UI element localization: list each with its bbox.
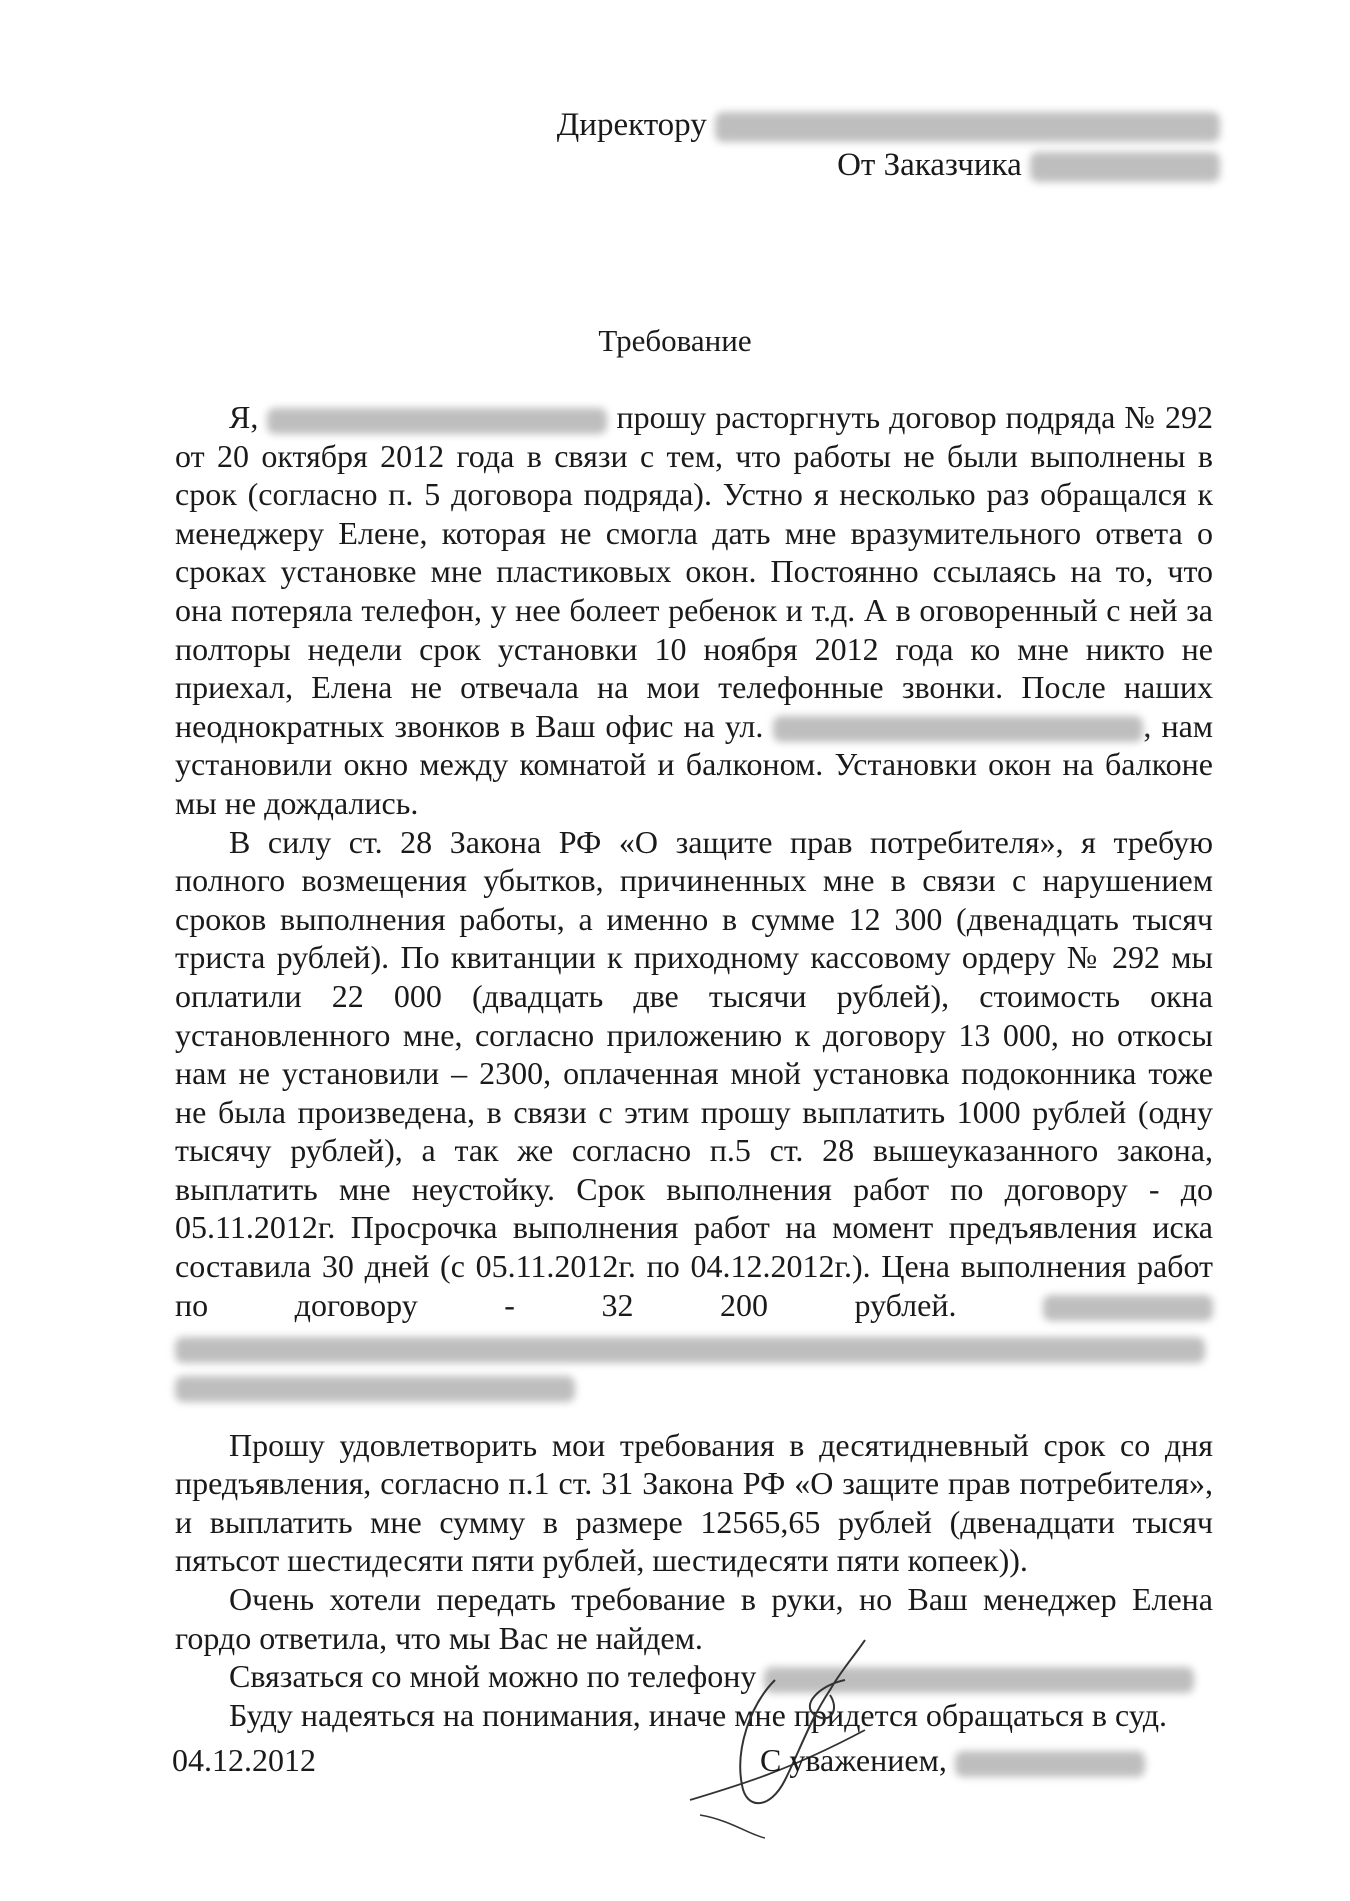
sender-line (837, 145, 1220, 185)
paragraph-4: Очень хотели передать требование в руки, но Ваш менеджер Елена гордо ответила, что мы Вас не найдем. (175, 1580, 1213, 1656)
paragraph-5-text: Связаться со мной можно по телефону (229, 1658, 757, 1695)
paragraph-2 (175, 823, 1213, 1402)
redacted-addressee (715, 112, 1220, 142)
paragraph-1-main: прошу расторгнуть договор подряда № 292 от 20 октября 2012 года в связи с тем, что работы не были выполнены в срок (согласно п. 5 договора подряда). Устно я несколько раз обращался к менеджеру Елене, которая не смогла дать мне вразумительного ответа о сроках установке мне пластиковых окон. Постоянно ссылаясь на то, что она потеряла телефон, у нее болеет ребенок и т.д. А в оговоренный с ней за полторы недели срок установки 10 ноября 2012 года ко мне никто не приехал, Елена не отвечала на мои телефонные звонки. После наших неоднократных звонков в Ваш офис на ул. (175, 399, 1213, 744)
document-body (175, 398, 1213, 1734)
redacted-customer-name (267, 408, 607, 434)
redacted-penalty-calculation (1043, 1295, 1213, 1321)
addressee-label: Директору (556, 107, 707, 143)
paragraph-1-start: Я, (229, 399, 259, 435)
paragraph-6: Буду надеяться на понимания, иначе мне придется обращаться в суд. (229, 1696, 1168, 1733)
paragraph-1-end: , нам установили окно между комнатой и балконом. Установки окон на балконе мы не дождались. (175, 707, 1214, 821)
paragraph-2-text: В силу ст. 28 Закона РФ «О защите прав потребителя», я требую полного возмещения убытков, причиненных мне в связи с нарушением сроков выполнения работы, а именно в сумме 12 300 (двенадцать тысяч триста рублей). По квитанции к приходному кассовому ордеру № 292 мы оплатили 22 000 (двадцать две тысячи рублей), стоимость окна установленного мне, согласно приложению к договору 13 000, но откосы нам не установили – 2300, оплаченная мной установка подоконника тоже не была произведена, в связи с этим прошу выплатить 1000 рублей (одну тысячу рублей), а так же согласно п.5 ст. 28 вышеуказанного закона, выплатить мне неустойку. Срок выполнения работ по договору - до 05.11.2012г. Просрочка выполнения работ на момент предъявления иска составила 30 дней (с 05.11.2012г. по 04.12.2012г.). Цена выполнения работ по договору - 32 200 рублей. (175, 823, 1213, 1323)
closing-line (760, 1742, 1145, 1779)
redacted-office-address (773, 716, 1143, 742)
redacted-signer-name (955, 1751, 1145, 1777)
redacted-penalty-calculation-2 (175, 1337, 1205, 1363)
addressee-line (557, 105, 1220, 145)
redacted-sender (1030, 152, 1220, 182)
signature-scribble (680, 1610, 880, 1840)
document-date: 04.12.2012 (172, 1742, 316, 1778)
redacted-penalty-calculation-3 (175, 1376, 575, 1402)
sender-label: От Заказчика (837, 147, 1022, 183)
paragraph-1 (175, 398, 1213, 823)
paragraph-3: Прошу удовлетворить мои требования в десятидневный срок со дня предъявления, согласно п.1 ст. 31 Закона РФ «О защите прав потребителя», и выплатить мне сумму в размере 12565,65 рублей (двенадцати тысяч пятьсот шестидесяти пяти рублей, шестидесяти пяти копеек)). (175, 1426, 1213, 1579)
document-title: Требование (598, 323, 752, 358)
closing-label: С уважением, (760, 1742, 947, 1778)
